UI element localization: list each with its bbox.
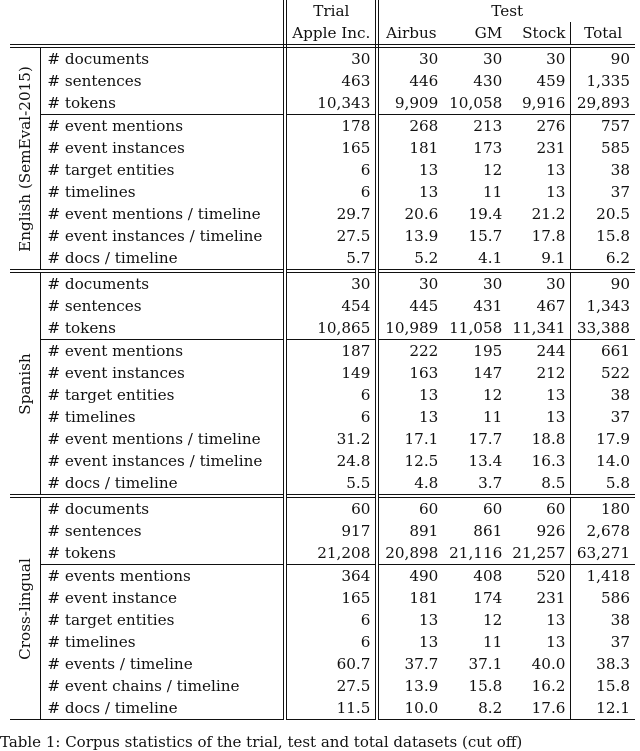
table-row — [10, 406, 635, 428]
table-body — [10, 46, 635, 720]
row-label: # documents — [41, 46, 285, 70]
cell-stock: 60 — [507, 496, 571, 520]
cell-airbus: 4.8 — [414, 474, 439, 492]
cell-gm: 15.8 — [468, 677, 503, 695]
cell-total: 585 — [571, 137, 635, 159]
cell-apple: 463 — [285, 70, 377, 92]
cell-apple: 10,865 — [285, 317, 377, 340]
cell-total: 2,678 — [571, 520, 635, 542]
row-label: # event instances — [41, 137, 285, 159]
header-col-total: Total — [571, 22, 635, 46]
row-label: # timelines — [41, 631, 285, 653]
table-row — [10, 203, 635, 225]
cell-gm: 431 — [473, 297, 503, 315]
table-row — [10, 46, 635, 70]
cell-gm: 60 — [443, 496, 507, 520]
table-caption — [0, 733, 640, 751]
cell-total: 1,343 — [571, 295, 635, 317]
cell-gm: 17.7 — [468, 430, 503, 448]
cell-stock: 13 — [546, 633, 566, 651]
cell-total: 15.8 — [571, 225, 635, 247]
row-label: # documents — [41, 271, 285, 295]
cell-gm: 4.1 — [478, 249, 503, 267]
table-row — [10, 362, 635, 384]
header-empty-cell — [10, 0, 285, 22]
cell-gm: 430 — [473, 72, 503, 90]
cell-airbus: 13 — [419, 408, 439, 426]
header-col-airbus: Airbus — [377, 22, 443, 46]
cell-gm: 19.4 — [468, 205, 503, 223]
row-label: # target entities — [41, 159, 285, 181]
cell-airbus: 60 — [377, 496, 443, 520]
row-label: # sentences — [41, 520, 285, 542]
cell-gm: 21,116 — [449, 544, 503, 562]
cell-apple: 31.2 — [285, 428, 377, 450]
cell-airbus: 13 — [419, 161, 439, 179]
row-label: # docs / timeline — [41, 472, 285, 496]
cell-stock: 244 — [507, 340, 571, 363]
header-empty-cell — [10, 22, 285, 46]
cell-total: 90 — [571, 46, 635, 70]
cell-total: 29,893 — [571, 92, 635, 115]
table-row — [10, 472, 635, 496]
cell-apple: 27.5 — [285, 675, 377, 697]
cell-airbus: 445 — [409, 297, 439, 315]
cell-gm: 11 — [482, 408, 503, 426]
table-row — [10, 70, 635, 92]
header-col-stock: Stock — [507, 22, 571, 46]
row-label: # events mentions — [41, 565, 285, 588]
cell-apple: 27.5 — [285, 225, 377, 247]
cell-stock: 13 — [546, 386, 566, 404]
cell-airbus: 490 — [377, 565, 443, 588]
table-row — [10, 115, 635, 138]
cell-total: 38 — [571, 159, 635, 181]
cell-apple: 6 — [285, 631, 377, 653]
cell-gm: 174 — [473, 589, 503, 607]
cell-gm: 8.2 — [443, 697, 507, 720]
cell-gm: 195 — [443, 340, 507, 363]
row-label: # event instance — [41, 587, 285, 609]
group-label: Cross-lingual — [16, 557, 35, 660]
table-row — [10, 295, 635, 317]
cell-gm: 30 — [443, 271, 507, 295]
cell-total: 522 — [571, 362, 635, 384]
cell-airbus: 181 — [409, 589, 439, 607]
group-label-cell — [10, 271, 41, 496]
row-label: # event mentions — [41, 115, 285, 138]
row-label: # timelines — [41, 406, 285, 428]
cell-stock: 231 — [536, 139, 566, 157]
cell-apple: 165 — [285, 137, 377, 159]
row-label: # event instances / timeline — [41, 450, 285, 472]
cell-stock: 17.6 — [507, 697, 571, 720]
cell-apple: 6 — [285, 406, 377, 428]
row-label: # event instances / timeline — [41, 225, 285, 247]
cell-apple: 178 — [285, 115, 377, 138]
cell-stock: 40.0 — [531, 655, 566, 673]
row-label: # event instances — [41, 362, 285, 384]
cell-total: 5.8 — [571, 472, 635, 496]
cell-total: 6.2 — [571, 247, 635, 271]
cell-apple: 454 — [285, 295, 377, 317]
row-label: # tokens — [41, 317, 285, 340]
cell-gm: 3.7 — [478, 474, 503, 492]
cell-apple: 29.7 — [285, 203, 377, 225]
table-row — [10, 317, 635, 340]
cell-apple: 60.7 — [285, 653, 377, 675]
table-row — [10, 247, 635, 271]
cell-airbus: 20,898 — [385, 544, 439, 562]
cell-airbus: 10.0 — [377, 697, 443, 720]
cell-apple: 149 — [285, 362, 377, 384]
cell-stock: 231 — [536, 589, 566, 607]
caption-text: Table 1: Corpus statistics of the trial, test and total datasets (cut off) — [0, 733, 523, 751]
cell-total: 33,388 — [571, 317, 635, 340]
cell-total: 38.3 — [571, 653, 635, 675]
cell-stock: 16.2 — [531, 677, 566, 695]
cell-gm: 12 — [482, 386, 503, 404]
cell-apple: 165 — [285, 587, 377, 609]
table-row — [10, 450, 635, 472]
row-label: # target entities — [41, 384, 285, 406]
group-label-cell — [10, 46, 41, 271]
cell-apple: 6 — [285, 384, 377, 406]
header-col-gm: GM — [443, 22, 507, 46]
table-row — [10, 428, 635, 450]
cell-gm: 12 — [482, 611, 503, 629]
cell-total: 63,271 — [571, 542, 635, 565]
cell-airbus: 30 — [377, 271, 443, 295]
table-row — [10, 340, 635, 363]
table-row — [10, 609, 635, 631]
row-label: # docs / timeline — [41, 247, 285, 271]
cell-apple: 6 — [285, 159, 377, 181]
cell-airbus: 13 — [419, 611, 439, 629]
row-label: # target entities — [41, 609, 285, 631]
header-row-columns — [10, 22, 635, 46]
cell-total: 586 — [571, 587, 635, 609]
cell-stock: 16.3 — [531, 452, 566, 470]
cell-gm: 861 — [473, 522, 503, 540]
row-label: # sentences — [41, 70, 285, 92]
statistics-table-container — [10, 0, 635, 720]
table-row — [10, 271, 635, 295]
cell-stock: 13 — [546, 408, 566, 426]
cell-apple: 917 — [285, 520, 377, 542]
cell-stock: 17.8 — [531, 227, 566, 245]
corpus-statistics-table — [10, 0, 635, 720]
cell-stock: 9.1 — [541, 249, 566, 267]
table-row — [10, 92, 635, 115]
cell-airbus: 12.5 — [404, 452, 439, 470]
cell-gm: 30 — [482, 50, 503, 68]
cell-airbus: 891 — [409, 522, 439, 540]
cell-airbus: 17.1 — [404, 430, 439, 448]
cell-stock: 13 — [546, 161, 566, 179]
row-label: # event mentions / timeline — [41, 203, 285, 225]
cell-apple: 60 — [285, 496, 377, 520]
table-row — [10, 565, 635, 588]
cell-airbus: 13.9 — [404, 227, 439, 245]
row-label: # documents — [41, 496, 285, 520]
row-label: # timelines — [41, 181, 285, 203]
cell-apple: 364 — [285, 565, 377, 588]
row-label: # docs / timeline — [41, 697, 285, 720]
table-row — [10, 384, 635, 406]
cell-apple: 5.5 — [285, 472, 377, 496]
row-label: # tokens — [41, 92, 285, 115]
cell-stock: 520 — [507, 565, 571, 588]
cell-airbus: 37.7 — [404, 655, 439, 673]
cell-apple: 21,208 — [285, 542, 377, 565]
cell-apple: 11.5 — [285, 697, 377, 720]
cell-apple: 5.7 — [285, 247, 377, 271]
cell-stock: 459 — [536, 72, 566, 90]
group-label: English (SemEval-2015) — [16, 65, 35, 252]
cell-airbus: 13 — [419, 386, 439, 404]
cell-total: 1,418 — [571, 565, 635, 588]
cell-stock: 467 — [536, 297, 566, 315]
cell-apple: 10,343 — [285, 92, 377, 115]
cell-airbus: 181 — [409, 139, 439, 157]
cell-total: 38 — [571, 609, 635, 631]
cell-total: 757 — [571, 115, 635, 138]
cell-stock: 8.5 — [541, 474, 566, 492]
cell-gm: 408 — [443, 565, 507, 588]
cell-stock: 9,916 — [521, 94, 566, 112]
cell-gm: 147 — [473, 364, 503, 382]
cell-stock: 276 — [507, 115, 571, 138]
header-col-apple: Apple Inc. — [285, 22, 377, 46]
cell-airbus: 446 — [409, 72, 439, 90]
cell-total: 1,335 — [571, 70, 635, 92]
cell-gm: 37.1 — [468, 655, 503, 673]
cell-stock: 13 — [546, 611, 566, 629]
table-row — [10, 697, 635, 720]
header-trial-group: Trial — [285, 0, 377, 22]
row-label: # event chains / timeline — [41, 675, 285, 697]
row-label: # events / timeline — [41, 653, 285, 675]
cell-total: 90 — [571, 271, 635, 295]
header-row-groups — [10, 0, 635, 22]
cell-gm: 11,058 — [449, 319, 503, 337]
cell-airbus: 20.6 — [404, 205, 439, 223]
cell-total: 17.9 — [571, 428, 635, 450]
table-row — [10, 587, 635, 609]
cell-total: 661 — [571, 340, 635, 363]
cell-gm: 15.7 — [468, 227, 503, 245]
cell-total: 37 — [571, 181, 635, 203]
cell-airbus: 30 — [419, 50, 439, 68]
cell-airbus: 222 — [377, 340, 443, 363]
cell-gm: 12 — [482, 161, 503, 179]
cell-total: 180 — [571, 496, 635, 520]
cell-apple: 30 — [285, 271, 377, 295]
cell-apple: 187 — [285, 340, 377, 363]
cell-gm: 11 — [482, 633, 503, 651]
row-label: # event mentions / timeline — [41, 428, 285, 450]
cell-total: 12.1 — [571, 697, 635, 720]
cell-stock: 30 — [507, 271, 571, 295]
table-row — [10, 181, 635, 203]
cell-stock: 30 — [546, 50, 566, 68]
cell-total: 15.8 — [571, 675, 635, 697]
cell-airbus: 9,909 — [394, 94, 439, 112]
cell-total: 14.0 — [571, 450, 635, 472]
table-row — [10, 542, 635, 565]
row-label: # event mentions — [41, 340, 285, 363]
group-label: Spanish — [16, 352, 35, 415]
cell-total: 37 — [571, 406, 635, 428]
cell-gm: 13.4 — [468, 452, 503, 470]
group-label-cell — [10, 496, 41, 720]
cell-stock: 21,257 — [512, 544, 566, 562]
cell-airbus: 13 — [419, 633, 439, 651]
table-row — [10, 520, 635, 542]
cell-gm: 10,058 — [449, 94, 503, 112]
cell-stock: 13 — [546, 183, 566, 201]
cell-apple: 6 — [285, 181, 377, 203]
cell-stock: 18.8 — [531, 430, 566, 448]
cell-airbus: 163 — [409, 364, 439, 382]
cell-airbus: 13 — [419, 183, 439, 201]
cell-stock: 212 — [536, 364, 566, 382]
cell-apple: 6 — [285, 609, 377, 631]
cell-airbus: 5.2 — [414, 249, 439, 267]
cell-apple: 24.8 — [285, 450, 377, 472]
table-row — [10, 653, 635, 675]
cell-gm: 173 — [473, 139, 503, 157]
table-row — [10, 159, 635, 181]
table-row — [10, 631, 635, 653]
cell-gm: 11 — [482, 183, 503, 201]
cell-gm: 213 — [443, 115, 507, 138]
cell-stock: 11,341 — [512, 319, 566, 337]
cell-stock: 21.2 — [531, 205, 566, 223]
cell-stock: 926 — [536, 522, 566, 540]
cell-total: 20.5 — [571, 203, 635, 225]
cell-airbus: 13.9 — [404, 677, 439, 695]
table-row — [10, 496, 635, 520]
cell-airbus: 10,989 — [385, 319, 439, 337]
header-test-group: Test — [491, 2, 524, 20]
cell-airbus: 268 — [377, 115, 443, 138]
row-label: # tokens — [41, 542, 285, 565]
cell-total: 38 — [571, 384, 635, 406]
table-row — [10, 225, 635, 247]
table-row — [10, 137, 635, 159]
cell-apple: 30 — [285, 46, 377, 70]
table-row — [10, 675, 635, 697]
cell-total: 37 — [571, 631, 635, 653]
row-label: # sentences — [41, 295, 285, 317]
